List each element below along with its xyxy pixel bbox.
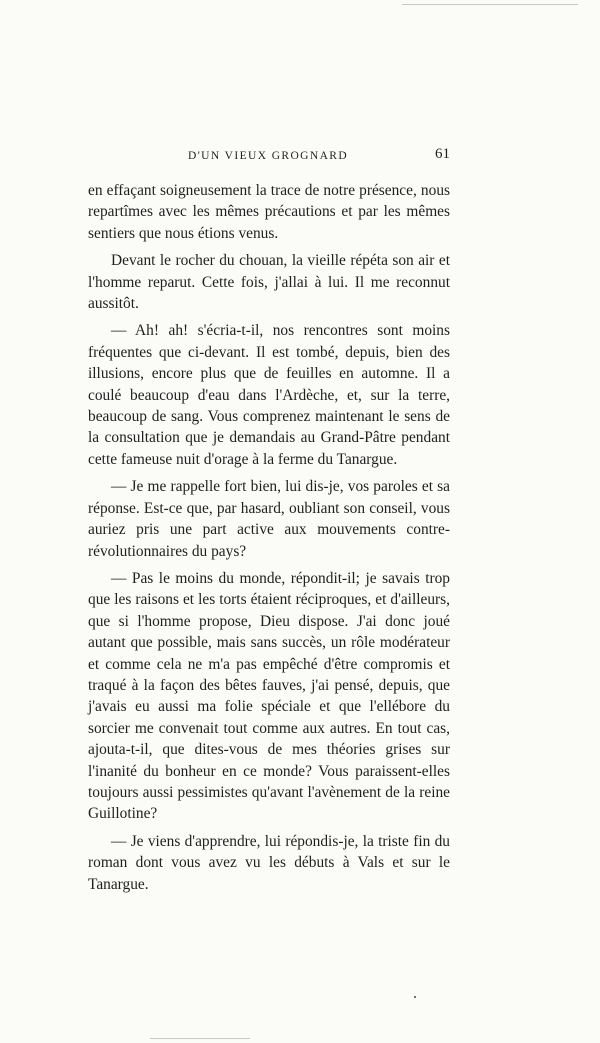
paragraph: — Ah! ah! s'écria-t-il, nos rencontres sont moins fréquentes que ci-devant. Il est tombé, depuis, bien des illusions, encore plus que de feuilles en automne. Il a coulé beaucoup d'eau dans l'Ardèche, et, sur la terre, beaucoup de sang. Vous comprenez maintenant le sens de la consultation que je demandais au Grand-Pâtre pendant cette fameuse nuit d'orage à la ferme du Tanargue. bbox=[88, 322, 450, 468]
running-head: D'UN VIEUX GROGNARD bbox=[188, 150, 349, 162]
scan-mark-bottom bbox=[150, 1038, 250, 1039]
paragraph: — Je me rappelle fort bien, lui dis-je, vos paroles et sa réponse. Est-ce que, par hasard, oubliant son conseil, vous auriez pris une part active aux mouvements contre-révolutionnaires du pays? bbox=[88, 478, 450, 560]
paragraph: — Pas le moins du monde, répondit-il; je savais trop que les raisons et les torts étaient réciproques, et d'ailleurs, que si l'homme propose, Dieu dispose. J'ai donc joué autant que possible, mais sans succès, un rôle modérateur et comme cela ne m'a pas empêché d'être compromis et traqué à la façon des bêtes fauves, j'ai pensé, depuis, que j'avais eu aussi ma folie spéciale et que l'ellébore du sorcier me convenait tout comme aux autres. En tout cas, ajouta-t-il, que dites-vous de mes théories grises sur l'inanité du bonheur en ce monde? Vous paraissent-elles toujours aussi pessimistes qu'avant l'avènement de la reine Guillotine? bbox=[88, 569, 450, 823]
scan-mark-top bbox=[402, 4, 578, 5]
paragraph: — Je viens d'apprendre, lui répondis-je, la triste fin du roman dont vous avez vu les débuts à Vals et sur le Tanargue. bbox=[88, 832, 450, 893]
paragraph-continued: en effaçant soigneusement la trace de notre présence, nous repartîmes avec les mêmes précautions et par les mêmes sentiers que nous étions venus. bbox=[88, 182, 450, 242]
body-text bbox=[88, 180, 450, 895]
page-header bbox=[88, 146, 450, 170]
paragraph: Devant le rocher du chouan, la vieille répéta son air et l'homme reparut. Cette fois, j'allai à lui. Il me reconnut aussitôt. bbox=[88, 252, 450, 313]
page-speck bbox=[414, 996, 416, 998]
page-number: 61 bbox=[435, 146, 450, 162]
